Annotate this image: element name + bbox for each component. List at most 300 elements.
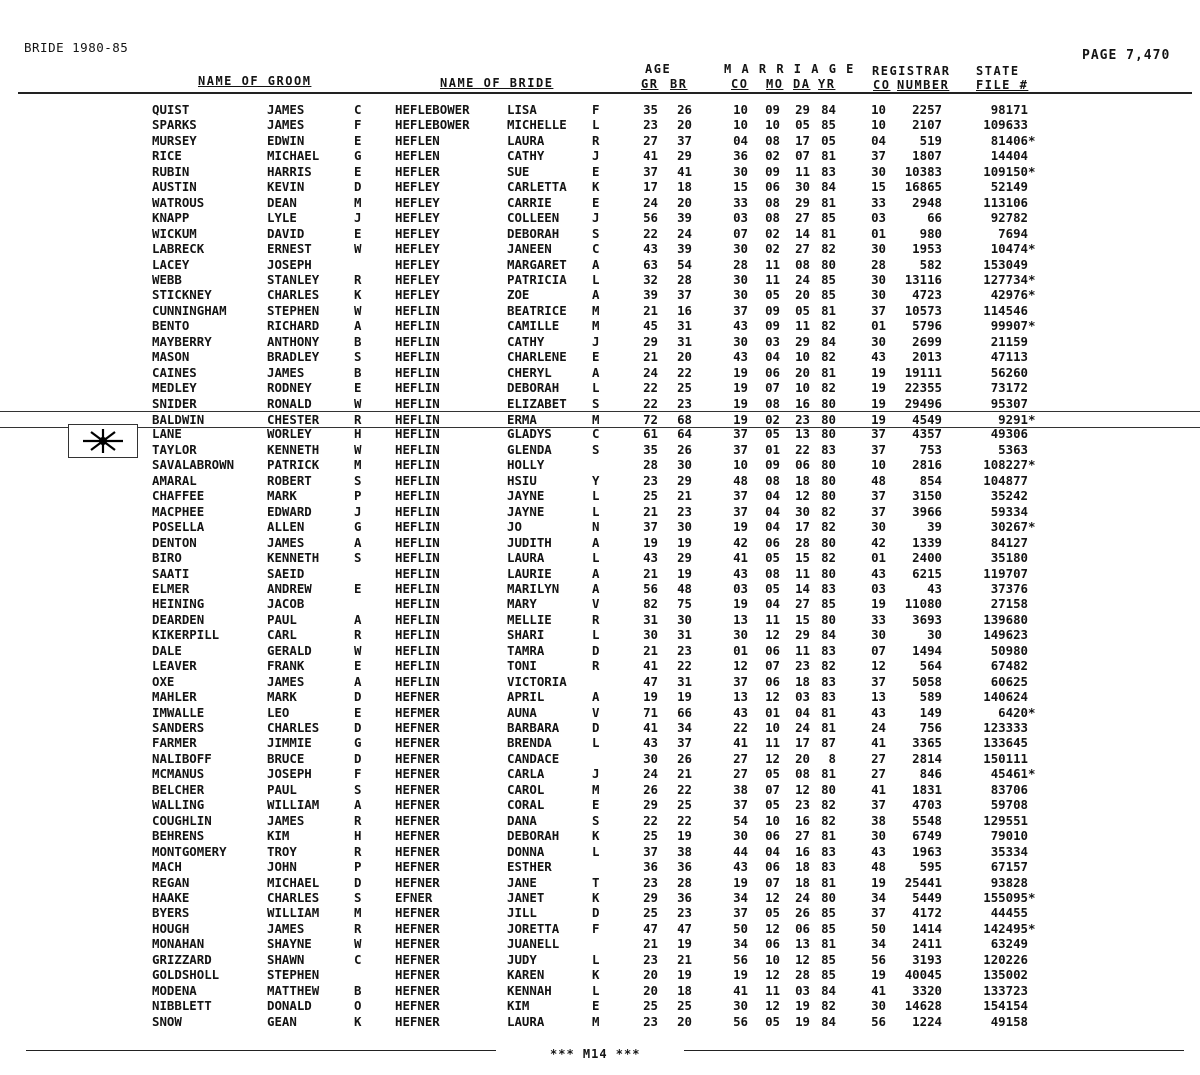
state-file-number: 113106 — [983, 194, 1028, 210]
registrar-number: 1807 — [912, 148, 942, 164]
marriage-day: 13 — [795, 426, 810, 442]
groom-middle: R — [354, 271, 362, 287]
age-bride: 25 — [677, 797, 692, 813]
registrar-number: 2257 — [912, 102, 942, 117]
age-groom: 24 — [643, 766, 658, 782]
registrar-county: 43 — [871, 704, 886, 720]
bride-last: HEFNER — [395, 797, 440, 813]
bride-middle: N — [592, 519, 600, 535]
file-flag: * — [1028, 766, 1036, 782]
bride-middle: R — [592, 611, 600, 627]
groom-first: FRANK — [267, 658, 305, 674]
marriage-month: 05 — [765, 550, 780, 566]
marriage-year: 82 — [821, 318, 836, 334]
groom-first: SHAWN — [267, 951, 305, 967]
marriage-county: 12 — [733, 658, 748, 674]
groom-middle: M — [354, 905, 362, 921]
bride-last: HEFLIN — [395, 318, 440, 334]
marriage-year: 83 — [821, 580, 836, 596]
footer-rule-left — [26, 1050, 496, 1051]
state-file-number: 104877 — [983, 472, 1028, 488]
marriage-county: 13 — [733, 611, 748, 627]
groom-last: SNIDER — [152, 395, 197, 411]
groom-last: LACEY — [152, 256, 190, 272]
state-file-number: 7694 — [998, 225, 1028, 241]
bride-middle: F — [592, 920, 600, 936]
marriage-county: 13 — [733, 689, 748, 705]
bride-last: HEFLEY — [395, 287, 440, 303]
state-file-number: 5363 — [998, 441, 1028, 457]
marriage-county: 38 — [733, 781, 748, 797]
marriage-month: 06 — [765, 859, 780, 875]
age-bride: 19 — [677, 936, 692, 952]
table-row — [0, 828, 1200, 843]
age-bride: 22 — [677, 658, 692, 674]
marriage-day: 11 — [795, 163, 810, 179]
marriage-year: 83 — [821, 642, 836, 658]
marriage-month: 10 — [765, 812, 780, 828]
registrar-county: 03 — [871, 580, 886, 596]
age-bride: 37 — [677, 287, 692, 303]
bride-last: HEFNER — [395, 905, 440, 921]
marriage-day: 16 — [795, 812, 810, 828]
state-file-number: 14404 — [990, 148, 1028, 164]
bride-middle: Y — [592, 472, 600, 488]
bride-middle: E — [592, 349, 600, 365]
groom-first: PAUL — [267, 781, 297, 797]
bride-first: DONNA — [507, 843, 545, 859]
registrar-number: 4703 — [912, 797, 942, 813]
groom-first: SHAYNE — [267, 936, 312, 952]
header-marriage-yr: YR — [818, 77, 836, 91]
table-row — [0, 797, 1200, 812]
age-bride: 23 — [677, 642, 692, 658]
bride-middle: K — [592, 828, 600, 844]
groom-middle: W — [354, 441, 362, 457]
groom-middle: E — [354, 580, 362, 596]
marriage-month: 12 — [765, 920, 780, 936]
marriage-year: 85 — [821, 967, 836, 983]
marriage-year: 83 — [821, 689, 836, 705]
groom-first: HARRIS — [267, 163, 312, 179]
bride-first: ELIZABET — [507, 395, 567, 411]
groom-first: ANTHONY — [267, 333, 320, 349]
marriage-year: 81 — [821, 874, 836, 890]
marriage-day: 30 — [795, 503, 810, 519]
bride-last: HEFNER — [395, 920, 440, 936]
table-row — [0, 905, 1200, 920]
state-file-number: 108227 — [983, 457, 1028, 473]
bride-last: HEFLIN — [395, 333, 440, 349]
groom-last: BALDWIN — [152, 412, 205, 427]
marriage-day: 12 — [795, 781, 810, 797]
marriage-year: 87 — [821, 735, 836, 751]
bride-first: JAYNE — [507, 503, 545, 519]
age-bride: 23 — [677, 503, 692, 519]
marriage-month: 08 — [765, 194, 780, 210]
age-bride: 21 — [677, 766, 692, 782]
groom-middle: B — [354, 333, 362, 349]
marriage-year: 80 — [821, 611, 836, 627]
state-file-number: 73172 — [990, 380, 1028, 396]
state-file-number: 35180 — [990, 550, 1028, 566]
marriage-year: 82 — [821, 503, 836, 519]
marriage-month: 07 — [765, 874, 780, 890]
marriage-year: 82 — [821, 812, 836, 828]
registrar-county: 48 — [871, 472, 886, 488]
bride-first: JANET — [507, 889, 545, 905]
state-file-number: 44455 — [990, 905, 1028, 921]
registrar-county: 37 — [871, 441, 886, 457]
marriage-day: 27 — [795, 828, 810, 844]
registrar-county: 19 — [871, 596, 886, 612]
marriage-day: 29 — [795, 194, 810, 210]
registrar-number: 2948 — [912, 194, 942, 210]
marriage-county: 41 — [733, 735, 748, 751]
registrar-county: 19 — [871, 395, 886, 411]
state-file-number: 83706 — [990, 781, 1028, 797]
bride-middle: L — [592, 550, 600, 566]
groom-last: MASON — [152, 349, 190, 365]
marriage-year: 80 — [821, 472, 836, 488]
age-bride: 39 — [677, 241, 692, 257]
marriage-month: 05 — [765, 766, 780, 782]
age-bride: 25 — [677, 380, 692, 396]
state-file-number: 129551 — [983, 812, 1028, 828]
groom-last: RICE — [152, 148, 182, 164]
age-groom: 25 — [643, 828, 658, 844]
age-bride: 22 — [677, 364, 692, 380]
age-groom: 26 — [643, 781, 658, 797]
groom-first: MATTHEW — [267, 982, 320, 998]
bride-first: SUE — [507, 163, 530, 179]
header-marriage: M A R R I A G E — [724, 62, 855, 76]
marriage-month: 04 — [765, 503, 780, 519]
marriage-day: 08 — [795, 766, 810, 782]
registrar-county: 30 — [871, 998, 886, 1014]
marriage-day: 23 — [795, 658, 810, 674]
document-title: BRIDE 1980-85 — [24, 40, 129, 55]
header-marriage-da: DA — [793, 77, 811, 91]
bride-middle: L — [592, 627, 600, 643]
marriage-month: 05 — [765, 797, 780, 813]
age-groom: 41 — [643, 148, 658, 164]
groom-first: GERALD — [267, 642, 312, 658]
marriage-county: 37 — [733, 905, 748, 921]
groom-last: FARMER — [152, 735, 197, 751]
marriage-county: 37 — [733, 673, 748, 689]
file-flag: * — [1028, 704, 1036, 720]
file-flag: * — [1028, 318, 1036, 334]
marriage-day: 28 — [795, 534, 810, 550]
groom-first: MARK — [267, 488, 297, 504]
bride-first: JORETTA — [507, 920, 560, 936]
marriage-day: 04 — [795, 704, 810, 720]
state-file-number: 155095 — [983, 889, 1028, 905]
marriage-day: 28 — [795, 967, 810, 983]
groom-first: JAMES — [267, 673, 305, 689]
groom-middle: S — [354, 349, 362, 365]
groom-last: SPARKS — [152, 117, 197, 133]
registrar-county: 38 — [871, 812, 886, 828]
registrar-number: 4357 — [912, 426, 942, 442]
age-groom: 43 — [643, 735, 658, 751]
marriage-county: 07 — [733, 225, 748, 241]
groom-middle: S — [354, 889, 362, 905]
age-groom: 72 — [643, 412, 658, 427]
registrar-number: 2411 — [912, 936, 942, 952]
marriage-month: 11 — [765, 271, 780, 287]
marriage-county: 19 — [733, 967, 748, 983]
marriage-year: 82 — [821, 550, 836, 566]
registrar-county: 01 — [871, 550, 886, 566]
bride-last: HEFLIN — [395, 565, 440, 581]
groom-middle: B — [354, 982, 362, 998]
state-file-number: 59708 — [990, 797, 1028, 813]
marriage-month: 05 — [765, 426, 780, 442]
table-row — [0, 643, 1200, 658]
age-bride: 75 — [677, 596, 692, 612]
registrar-county: 15 — [871, 179, 886, 195]
registrar-number: 1414 — [912, 920, 942, 936]
bride-middle: L — [592, 982, 600, 998]
groom-middle: O — [354, 998, 362, 1014]
marriage-month: 07 — [765, 781, 780, 797]
bride-middle: V — [592, 704, 600, 720]
groom-middle: S — [354, 781, 362, 797]
groom-middle: B — [354, 364, 362, 380]
marriage-month: 04 — [765, 488, 780, 504]
bride-last: HEFLIN — [395, 426, 440, 442]
state-file-number: 63249 — [990, 936, 1028, 952]
bride-middle: L — [592, 380, 600, 396]
table-row — [0, 102, 1200, 117]
age-bride: 20 — [677, 1013, 692, 1029]
table-row — [0, 195, 1200, 210]
bride-first: KENNAH — [507, 982, 552, 998]
age-groom: 23 — [643, 472, 658, 488]
table-row — [0, 426, 1200, 441]
groom-last: TAYLOR — [152, 441, 197, 457]
asterisk-star-icon — [81, 428, 125, 454]
registrar-county: 30 — [871, 163, 886, 179]
groom-middle: R — [354, 843, 362, 859]
bride-last: HEFLEN — [395, 132, 440, 148]
bride-last: HEFNER — [395, 750, 440, 766]
marriage-year: 85 — [821, 951, 836, 967]
registrar-county: 30 — [871, 828, 886, 844]
groom-middle: D — [354, 720, 362, 735]
marriage-day: 08 — [795, 256, 810, 272]
bride-last: HEFLIN — [395, 349, 440, 365]
marriage-year: 83 — [821, 843, 836, 859]
table-row — [0, 813, 1200, 828]
age-groom: 47 — [643, 673, 658, 689]
table-row — [0, 179, 1200, 194]
age-bride: 37 — [677, 735, 692, 751]
bride-middle: L — [592, 843, 600, 859]
registrar-county: 37 — [871, 426, 886, 442]
marriage-county: 03 — [733, 210, 748, 226]
bride-last: HEFNER — [395, 967, 440, 983]
table-row — [0, 859, 1200, 874]
marriage-county: 22 — [733, 720, 748, 735]
marriage-month: 06 — [765, 936, 780, 952]
age-bride: 39 — [677, 210, 692, 226]
marriage-day: 06 — [795, 920, 810, 936]
page-number: PAGE 7,470 — [1082, 48, 1171, 63]
marriage-day: 11 — [795, 642, 810, 658]
table-row — [0, 380, 1200, 395]
registrar-county: 30 — [871, 333, 886, 349]
registrar-number: 589 — [919, 689, 942, 705]
age-groom: 21 — [643, 302, 658, 318]
state-file-number: 150111 — [983, 750, 1028, 766]
marriage-year: 84 — [821, 627, 836, 643]
marriage-month: 08 — [765, 395, 780, 411]
state-file-number: 35242 — [990, 488, 1028, 504]
groom-middle: H — [354, 828, 362, 844]
header-state: STATE — [976, 64, 1020, 78]
groom-middle: W — [354, 642, 362, 658]
bride-middle: E — [592, 194, 600, 210]
bride-middle: L — [592, 117, 600, 133]
age-bride: 31 — [677, 318, 692, 334]
marriage-day: 14 — [795, 580, 810, 596]
state-file-number: 30267 — [990, 519, 1028, 535]
table-row — [0, 782, 1200, 797]
table-row — [0, 627, 1200, 642]
state-file-number: 123333 — [983, 720, 1028, 735]
groom-last: COUGHLIN — [152, 812, 212, 828]
bride-first: DEBORAH — [507, 225, 560, 241]
bride-last: HEFLIN — [395, 302, 440, 318]
bride-first: SHARI — [507, 627, 545, 643]
groom-middle: E — [354, 380, 362, 396]
bride-last: HEFNER — [395, 859, 440, 875]
marriage-county: 30 — [733, 241, 748, 257]
groom-first: ALLEN — [267, 519, 305, 535]
groom-first: EDWIN — [267, 132, 305, 148]
marriage-county: 19 — [733, 380, 748, 396]
bride-last: HEFLIN — [395, 627, 440, 643]
age-groom: 39 — [643, 287, 658, 303]
groom-first: JOHN — [267, 859, 297, 875]
age-groom: 56 — [643, 580, 658, 596]
groom-first: RICHARD — [267, 318, 320, 334]
marriage-day: 07 — [795, 148, 810, 164]
registrar-county: 30 — [871, 271, 886, 287]
bride-middle: A — [592, 256, 600, 272]
groom-middle: S — [354, 550, 362, 566]
marriage-county: 43 — [733, 349, 748, 365]
registrar-number: 19111 — [904, 364, 942, 380]
age-bride: 47 — [677, 920, 692, 936]
age-bride: 26 — [677, 441, 692, 457]
marriage-county: 30 — [733, 333, 748, 349]
registrar-county: 19 — [871, 364, 886, 380]
groom-middle: J — [354, 210, 362, 226]
groom-middle: E — [354, 225, 362, 241]
groom-first: CHARLES — [267, 287, 320, 303]
groom-first: ANDREW — [267, 580, 312, 596]
age-groom: 47 — [643, 920, 658, 936]
groom-last: DENTON — [152, 534, 197, 550]
age-groom: 30 — [643, 627, 658, 643]
groom-first: JAMES — [267, 812, 305, 828]
registrar-number: 1339 — [912, 534, 942, 550]
state-file-number: 59334 — [990, 503, 1028, 519]
marriage-county: 28 — [733, 256, 748, 272]
bride-last: HEFLIN — [395, 534, 440, 550]
table-row — [0, 365, 1200, 380]
age-groom: 45 — [643, 318, 658, 334]
groom-middle: S — [354, 472, 362, 488]
groom-last: MACH — [152, 859, 182, 875]
groom-middle: K — [354, 1013, 362, 1029]
age-groom: 19 — [643, 534, 658, 550]
bride-middle: S — [592, 812, 600, 828]
marriage-day: 23 — [795, 412, 810, 427]
groom-first: CHARLES — [267, 720, 320, 735]
file-flag: * — [1028, 163, 1036, 179]
marriage-year: 81 — [821, 364, 836, 380]
groom-first: WILLIAM — [267, 797, 320, 813]
state-file-number: 98171 — [990, 102, 1028, 117]
groom-middle: E — [354, 163, 362, 179]
age-groom: 25 — [643, 998, 658, 1014]
marriage-day: 23 — [795, 797, 810, 813]
table-row — [0, 117, 1200, 132]
table-row — [0, 751, 1200, 766]
groom-last: HAAKE — [152, 889, 190, 905]
age-groom: 22 — [643, 225, 658, 241]
marriage-month: 12 — [765, 998, 780, 1014]
table-row — [0, 967, 1200, 982]
state-file-number: 47113 — [990, 349, 1028, 365]
bride-last: HEFLIN — [395, 550, 440, 566]
table-row — [0, 705, 1200, 720]
marriage-year: 80 — [821, 488, 836, 504]
marriage-county: 37 — [733, 488, 748, 504]
bride-last: HEFLEN — [395, 148, 440, 164]
bride-last: HEFLEY — [395, 241, 440, 257]
table-row — [0, 164, 1200, 179]
age-groom: 23 — [643, 874, 658, 890]
marriage-day: 05 — [795, 117, 810, 133]
groom-first: KEVIN — [267, 179, 305, 195]
groom-first: ROBERT — [267, 472, 312, 488]
groom-first: RONALD — [267, 395, 312, 411]
age-groom: 29 — [643, 333, 658, 349]
groom-first: GEAN — [267, 1013, 297, 1029]
bride-last: HEFNER — [395, 1013, 440, 1029]
age-groom: 35 — [643, 441, 658, 457]
bride-middle: M — [592, 318, 600, 334]
age-groom: 28 — [643, 457, 658, 473]
marriage-county: 27 — [733, 750, 748, 766]
marriage-month: 04 — [765, 519, 780, 535]
state-file-number: 142495 — [983, 920, 1028, 936]
marriage-day: 29 — [795, 627, 810, 643]
marriage-year: 80 — [821, 781, 836, 797]
age-groom: 37 — [643, 843, 658, 859]
marriage-day: 03 — [795, 689, 810, 705]
age-groom: 25 — [643, 488, 658, 504]
registrar-number: 854 — [919, 472, 942, 488]
marriage-year: 85 — [821, 287, 836, 303]
age-bride: 26 — [677, 102, 692, 117]
